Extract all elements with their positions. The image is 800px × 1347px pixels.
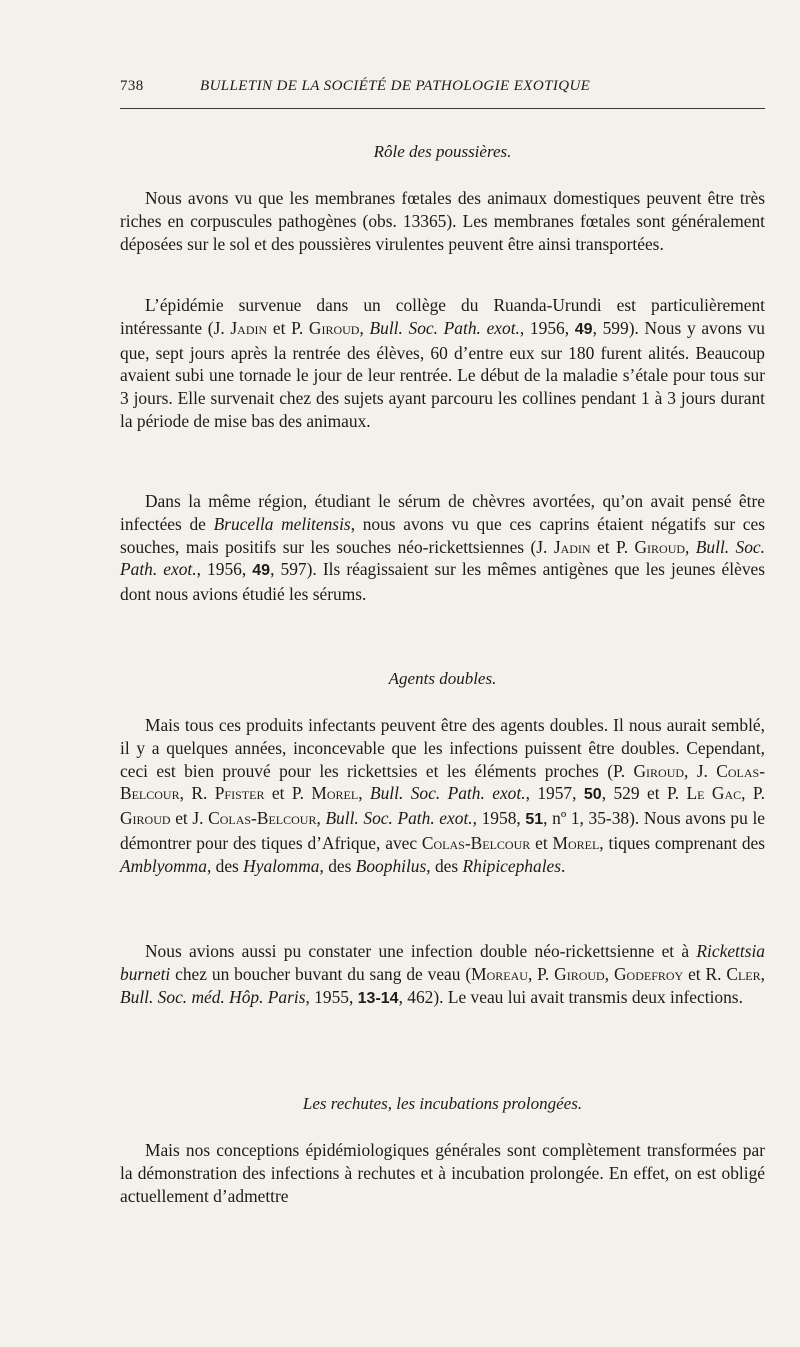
journal-name: Bull. Soc. Path. exot. bbox=[120, 536, 765, 580]
text: , des bbox=[426, 855, 463, 876]
text: , J. bbox=[684, 760, 717, 781]
section-title-rechutes: Les rechutes, les incubations prolongées. bbox=[302, 1094, 583, 1113]
text: Mais nos conceptions épidémiologiques générales sont complètement transformées par la démonstration des infections à rechutes et à incubation prolongée. En effet, on est obligé actuellement d’admettre bbox=[120, 1140, 765, 1206]
author-name: Giroud bbox=[554, 963, 605, 984]
journal-name: Bull. Soc. Path. exot. bbox=[369, 783, 526, 804]
author-name: Jadin bbox=[553, 536, 591, 557]
text: , 1956, bbox=[196, 559, 253, 580]
author-name: Colas-Belcour bbox=[120, 760, 765, 804]
text: , P. bbox=[527, 963, 555, 984]
text: , nous avons vu que ces caprins étaient négatifs sur ces souches, mais positifs sur les souches néo-rickettsiennes (J. bbox=[120, 513, 765, 557]
paragraph-conceptions bbox=[120, 1139, 765, 1207]
text: , des bbox=[319, 855, 356, 876]
author-name: Jadin bbox=[230, 317, 268, 338]
volume-number: 49 bbox=[252, 562, 271, 580]
text: L’épidémie survenue dans un collège du Ruanda-Urundi est particulièrement intéressante (J. bbox=[120, 295, 765, 338]
author-name: Colas-Belcour bbox=[208, 808, 317, 829]
journal-name: Bull. Soc. Path. exot. bbox=[325, 808, 473, 829]
text: et P. bbox=[267, 317, 309, 338]
species-name: Rickettsia burneti bbox=[120, 941, 765, 984]
running-title: BULLETIN DE LA SOCIÉTÉ DE PATHOLOGIE EXOTIQUE bbox=[200, 78, 591, 94]
paragraph-agents-doubles bbox=[120, 714, 765, 878]
section-title-poussieres: Rôle des poussières. bbox=[373, 142, 512, 161]
header-rule bbox=[120, 108, 765, 109]
author-name: Morel bbox=[552, 832, 600, 853]
text: , bbox=[685, 536, 696, 557]
volume-number: 50 bbox=[583, 786, 602, 804]
paragraph-epidemie bbox=[120, 294, 765, 433]
text: , 462). Le veau lui avait transmis deux infections. bbox=[398, 986, 743, 1007]
text: , des bbox=[206, 855, 244, 876]
text: et R. bbox=[683, 963, 727, 984]
text: Nous avions aussi pu constater une infection double néo-rickettsienne et à bbox=[145, 941, 697, 961]
genus-name: Amblyomma bbox=[120, 855, 207, 876]
text: , 529 et P. bbox=[601, 783, 687, 804]
volume-number: 51 bbox=[525, 811, 544, 829]
author-name: Pfister bbox=[214, 783, 265, 804]
text: , 1957, bbox=[525, 783, 584, 804]
text: , tiques comprenant des bbox=[599, 832, 765, 853]
text: Nous avons vu que les membranes fœtales des animaux domestiques peuvent être très riches en corpuscules pathogènes (obs. 13365). Les membranes fœtales sont généralement déposées sur le sol et des poussières virulentes peuvent être ainsi transportées. bbox=[120, 188, 765, 254]
text: , nº 1, 35-38). Nous avons pu le démontrer pour des tiques d’Afrique, avec bbox=[120, 808, 766, 853]
author-name: Godefroy bbox=[613, 963, 684, 984]
journal-name: Bull. Soc. méd. Hôp. Paris bbox=[120, 986, 306, 1007]
text: chez un boucher buvant du sang de veau ( bbox=[170, 963, 472, 984]
text: , R. bbox=[179, 783, 215, 804]
section-title-agents-doubles: Agents doubles. bbox=[388, 669, 497, 688]
running-header bbox=[120, 78, 765, 102]
paragraph-membranes bbox=[120, 187, 765, 255]
author-name: Cler bbox=[726, 963, 761, 984]
genus-name: Rhipicephales bbox=[462, 855, 562, 876]
genus-name: Hyalomma bbox=[243, 855, 320, 876]
species-name: Brucella melitensis bbox=[213, 513, 351, 534]
text: et bbox=[530, 832, 553, 853]
text: et P. bbox=[590, 536, 635, 557]
journal-name: Bull. Soc. Path. exot. bbox=[369, 317, 520, 338]
author-name: Giroud bbox=[120, 808, 171, 829]
text: et P. bbox=[264, 783, 312, 804]
text: , 597). Ils réagissaient sur les mêmes antigènes que les jeunes élèves dont nous avions étudié les sérums. bbox=[120, 559, 766, 605]
author-name: Morel bbox=[311, 783, 359, 804]
text: , bbox=[316, 808, 326, 829]
text: , 1955, bbox=[305, 986, 358, 1007]
text: , bbox=[358, 783, 370, 804]
volume-number: 13-14 bbox=[357, 989, 399, 1007]
text: , bbox=[760, 963, 765, 984]
text: , bbox=[604, 963, 614, 984]
text: , bbox=[359, 317, 370, 338]
paragraph-infection-double bbox=[120, 940, 765, 1010]
text: . bbox=[561, 855, 566, 876]
page-number: 738 bbox=[120, 78, 144, 94]
text: et J. bbox=[170, 808, 209, 829]
volume-number: 49 bbox=[574, 320, 593, 338]
text: , P. bbox=[741, 783, 765, 804]
author-name: Le Gac bbox=[686, 783, 742, 804]
genus-name: Boophilus bbox=[355, 855, 427, 876]
text: Dans la même région, étudiant le sérum de chèvres avortées, qu’on avait pensé être infectées de bbox=[120, 491, 765, 534]
author-name: Moreau bbox=[471, 963, 528, 984]
paragraph-chevres bbox=[120, 490, 765, 606]
text: Mais tous ces produits infectants peuvent être des agents doubles. Il nous aurait semblé, il y a quelques années, inconcevable que les infections puissent être doubles. Cependant, ceci est bien prouvé pour les rickettsies et les éléments proches (P. bbox=[120, 715, 765, 781]
text: , 1958, bbox=[472, 808, 526, 829]
text: , 1956, bbox=[519, 317, 575, 338]
author-name: Giroud bbox=[633, 760, 685, 781]
author-name: Colas-Belcour bbox=[421, 832, 531, 853]
author-name: Giroud bbox=[308, 317, 360, 338]
text: , 599). Nous y avons vu que, sept jours après la rentrée des élèves, 60 d’entre eux sur 180 furent alités. Beaucoup avaient subi une tornade le jour de leur rentrée. Le début de la maladie s’étale pour tous sur 3 jours. Elle survenait chez des sujets ayant parcouru les collines pendant 1 à 3 jours durant la période de mise bas des animaux. bbox=[120, 317, 765, 431]
author-name: Giroud bbox=[634, 536, 686, 557]
